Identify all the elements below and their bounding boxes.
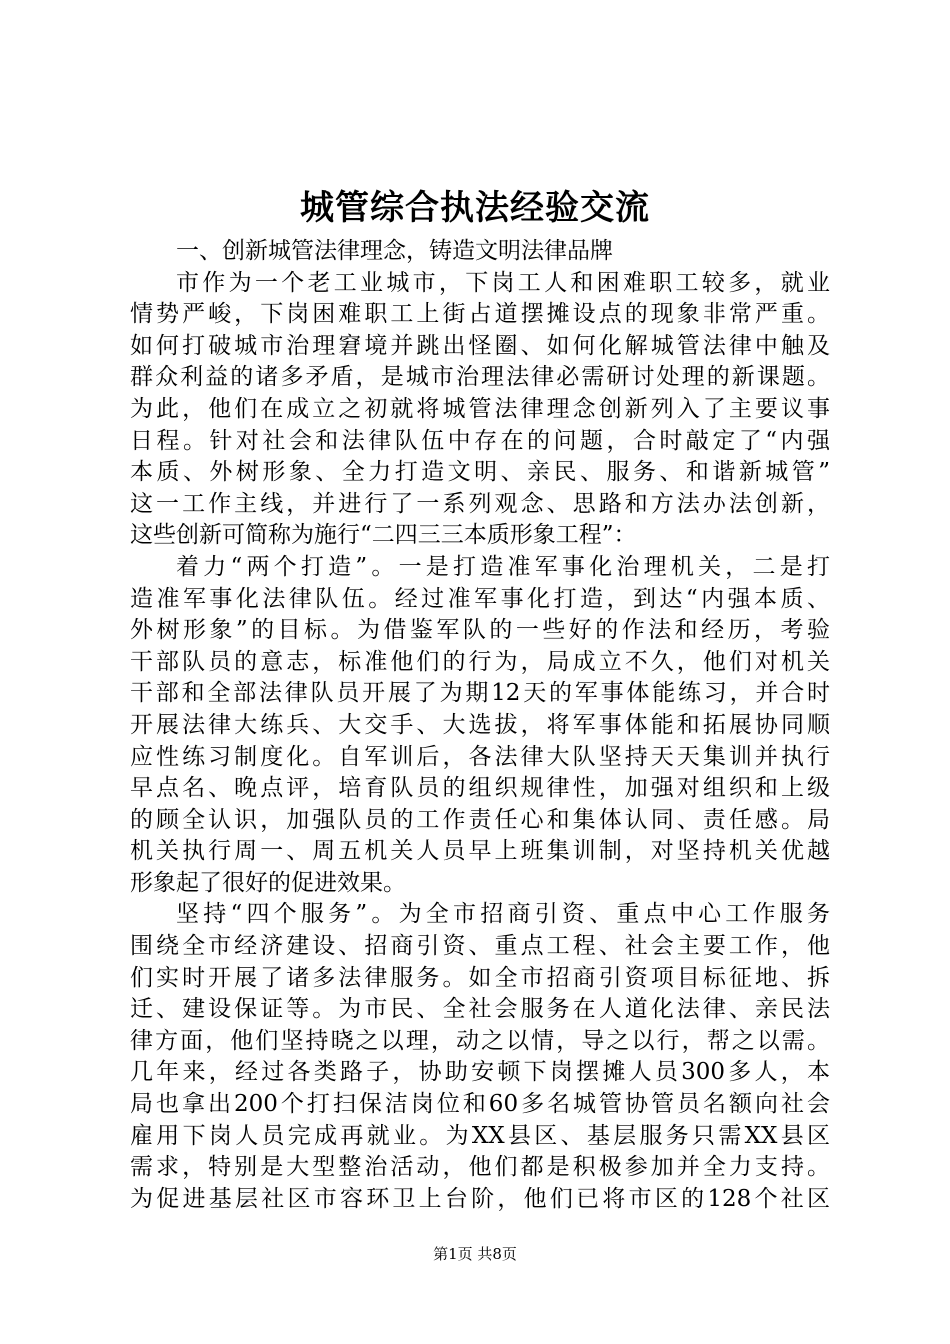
paragraph-line: 情势严峻，下岗困难职工上街占道摆摊设点的现象非常严重。 bbox=[130, 301, 830, 328]
paragraph-line: 日程。针对社会和法律队伍中存在的问题，合时敲定了“内强 bbox=[130, 427, 830, 454]
paragraph-line: 干部队员的意志，标准他们的行为，局成立不久，他们对机关 bbox=[130, 648, 830, 675]
section-heading: 一、创新城管法律理念，铸造文明法律品牌 bbox=[176, 238, 613, 264]
paragraph-line: 机关执行周一、周五机关人员早上班集训制，对坚持机关优越 bbox=[130, 838, 830, 865]
paragraph-line: 市作为一个老工业城市，下岗工人和困难职工较多，就业 bbox=[176, 269, 830, 296]
paragraph-line: 几年来，经过各类路子，协助安顿下岗摆摊人员300多人，本 bbox=[130, 1059, 830, 1086]
paragraph-line: 雇用下岗人员完成再就业。为XX县区、基层服务只需XX县区 bbox=[130, 1122, 830, 1149]
paragraph-line: 坚持“四个服务”。为全市招商引资、重点中心工作服务 bbox=[176, 901, 830, 928]
paragraph-line: 为促进基层社区市容环卫上台阶，他们已将市区的128个社区 bbox=[130, 1185, 830, 1212]
paragraph-line: 局也拿出200个打扫保洁岗位和60多名城管协管员名额向社会 bbox=[130, 1091, 830, 1118]
paragraph-line: 早点名、晚点评，培育队员的组织规律性，加强对组织和上级 bbox=[130, 775, 830, 802]
paragraph-line: 律方面，他们坚持晓之以理，动之以情，导之以行，帮之以需。 bbox=[130, 1027, 830, 1054]
paragraph-line: 本质、外树形象、全力打造文明、亲民、服务、和谐新城管” bbox=[130, 459, 830, 486]
paragraph-line: 这一工作主线，并进行了一系列观念、思路和方法办法创新， bbox=[130, 490, 830, 517]
paragraph-line: 应性练习制度化。自军训后，各法律大队坚持天天集训并执行 bbox=[130, 743, 830, 770]
paragraph-line: 们实时开展了诸多法律服务。如全市招商引资项目标征地、拆 bbox=[130, 964, 830, 991]
paragraph-line: 迁、建设保证等。为市民、全社会服务在人道化法律、亲民法 bbox=[130, 996, 830, 1023]
page-number: 第1页 共8页 bbox=[433, 1245, 517, 1263]
paragraph-line: 的顾全认识，加强队员的工作责任心和集体认同、责任感。局 bbox=[130, 806, 830, 833]
document-body bbox=[130, 236, 830, 1215]
paragraph-line: 开展法律大练兵、大交手、大选拔，将军事体能和拓展协同顺 bbox=[130, 711, 830, 738]
paragraph-line: 如何打破城市治理窘境并跳出怪圈、如何化解城管法律中触及 bbox=[130, 332, 830, 359]
paragraph-line: 形象起了很好的促进效果。 bbox=[130, 869, 406, 896]
paragraph-line: 干部和全部法律队员开展了为期12天的军事体能练习，并合时 bbox=[130, 680, 830, 707]
paragraph-line: 群众利益的诸多矛盾，是城市治理法律必需研讨处理的新课题。 bbox=[130, 364, 830, 391]
paragraph-line: 为此，他们在成立之初就将城管法律理念创新列入了主要议事 bbox=[130, 395, 830, 422]
document-title: 城管综合执法经验交流 bbox=[300, 188, 650, 228]
paragraph-line: 造准军事化法律队伍。经过准军事化打造，到达“内强本质、 bbox=[130, 585, 830, 612]
paragraph-line: 这些创新可简称为施行“二四三三本质形象工程”： bbox=[130, 522, 637, 549]
paragraph-line: 着力“两个打造”。一是打造准军事化治理机关，二是打 bbox=[176, 553, 830, 580]
paragraph-line: 围绕全市经济建设、招商引资、重点工程、社会主要工作，他 bbox=[130, 933, 830, 960]
paragraph-line: 外树形象”的目标。为借鉴军队的一些好的作法和经历，考验 bbox=[130, 617, 830, 644]
paragraph-line: 需求，特别是大型整治活动，他们都是积极参加并全力支持。 bbox=[130, 1154, 830, 1181]
